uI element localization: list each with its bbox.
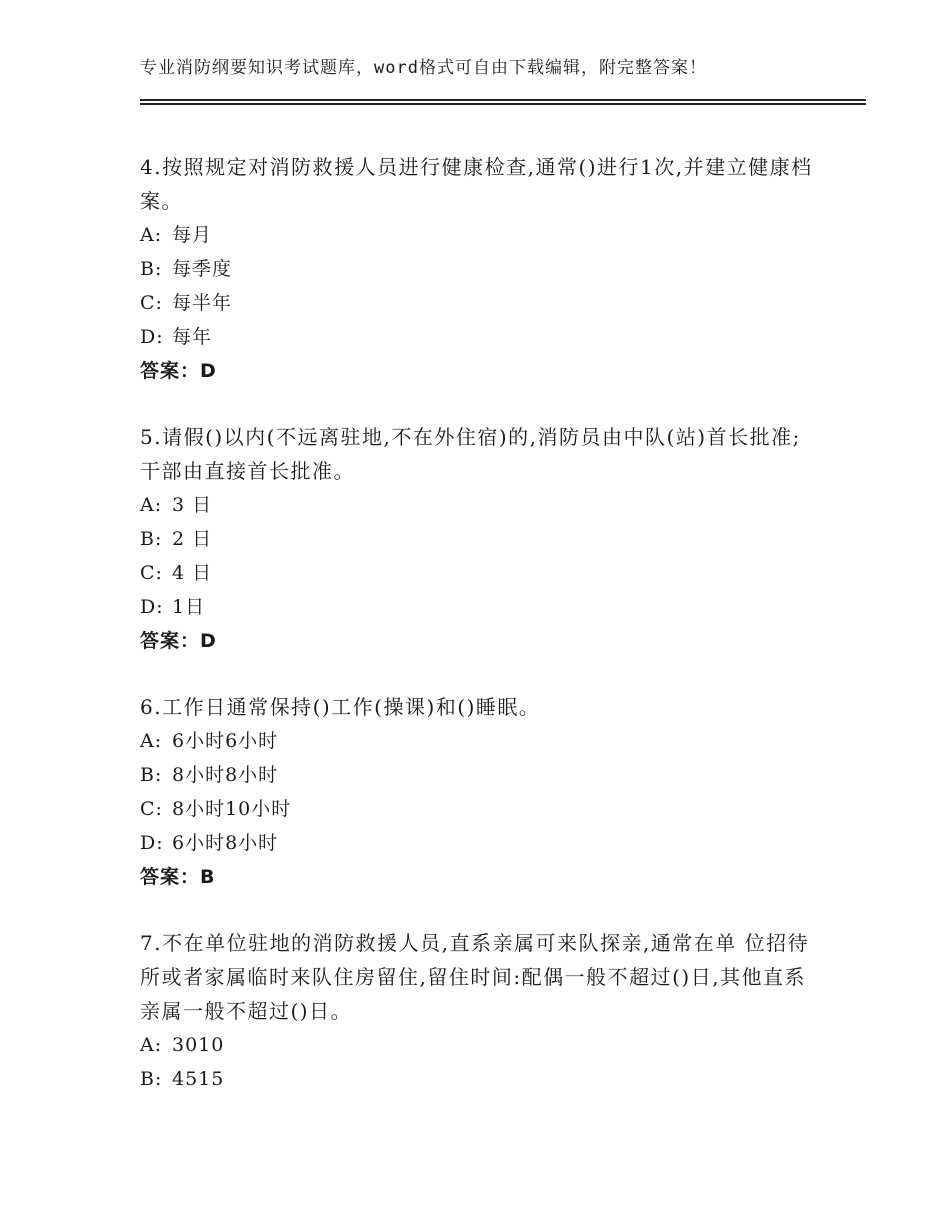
header-divider-bottom xyxy=(140,103,866,105)
document-header: 专业消防纲要知识考试题库，word格式可自由下载编辑，附完整答案！ xyxy=(140,58,707,78)
option-a xyxy=(140,218,820,252)
option-key: C: xyxy=(140,798,163,820)
option-d xyxy=(140,320,820,354)
option-a xyxy=(140,724,820,758)
answer-line: 答案：D xyxy=(140,630,217,652)
option-c xyxy=(140,556,820,590)
option-key: A: xyxy=(140,224,163,246)
option-text: 3 日 xyxy=(172,494,213,516)
question-item xyxy=(140,420,820,658)
option-text: 8小时8小时 xyxy=(172,764,279,786)
option-text: 1日 xyxy=(172,596,206,618)
option-key: D: xyxy=(140,326,164,348)
option-text: 每年 xyxy=(172,326,213,348)
option-b xyxy=(140,758,820,792)
option-text: 3010 xyxy=(172,1034,225,1056)
option-d xyxy=(140,590,820,624)
question-stem: 4.按照规定对消防救援人员进行健康检查,通常()进行1次,并建立健康档案。 xyxy=(140,155,813,213)
question-item xyxy=(140,150,820,388)
option-text: 6小时8小时 xyxy=(172,832,279,854)
option-c xyxy=(140,286,820,320)
option-b xyxy=(140,522,820,556)
option-text: 6小时6小时 xyxy=(172,730,279,752)
option-a xyxy=(140,488,820,522)
option-text: 2 日 xyxy=(172,528,213,550)
option-key: B: xyxy=(140,764,163,786)
question-stem: 5.请假()以内(不远离驻地,不在外住宿)的,消防员由中队(站)首长批准;干部由直接首长批准。 xyxy=(140,425,801,483)
option-key: A: xyxy=(140,730,163,752)
question-list xyxy=(140,150,820,1128)
option-b xyxy=(140,1062,820,1096)
answer-line: 答案：D xyxy=(140,360,217,382)
option-text: 每半年 xyxy=(172,292,233,314)
question-item xyxy=(140,690,820,894)
option-text: 每月 xyxy=(172,224,213,246)
option-key: B: xyxy=(140,1068,163,1090)
option-key: A: xyxy=(140,1034,163,1056)
option-a xyxy=(140,1028,820,1062)
option-text: 8小时10小时 xyxy=(172,798,292,820)
option-text: 每季度 xyxy=(172,258,233,280)
option-key: A: xyxy=(140,494,163,516)
option-key: B: xyxy=(140,258,163,280)
option-key: D: xyxy=(140,832,164,854)
option-d xyxy=(140,826,820,860)
option-key: C: xyxy=(140,292,163,314)
answer-line: 答案：B xyxy=(140,866,216,888)
option-b xyxy=(140,252,820,286)
question-stem: 7.不在单位驻地的消防救援人员,直系亲属可来队探亲,通常在单 位招待所或者家属临时来队住房留住,留住时间:配偶一般不超过()日,其他直系亲属一般不超过()日。 xyxy=(140,931,810,1023)
header-divider-top xyxy=(140,99,866,101)
option-text: 4 日 xyxy=(172,562,213,584)
question-item xyxy=(140,926,820,1096)
option-key: B: xyxy=(140,528,163,550)
option-key: C: xyxy=(140,562,163,584)
option-text: 4515 xyxy=(172,1068,225,1090)
option-key: D: xyxy=(140,596,164,618)
option-c xyxy=(140,792,820,826)
question-stem: 6.工作日通常保持()工作(操课)和()睡眠。 xyxy=(140,695,541,719)
